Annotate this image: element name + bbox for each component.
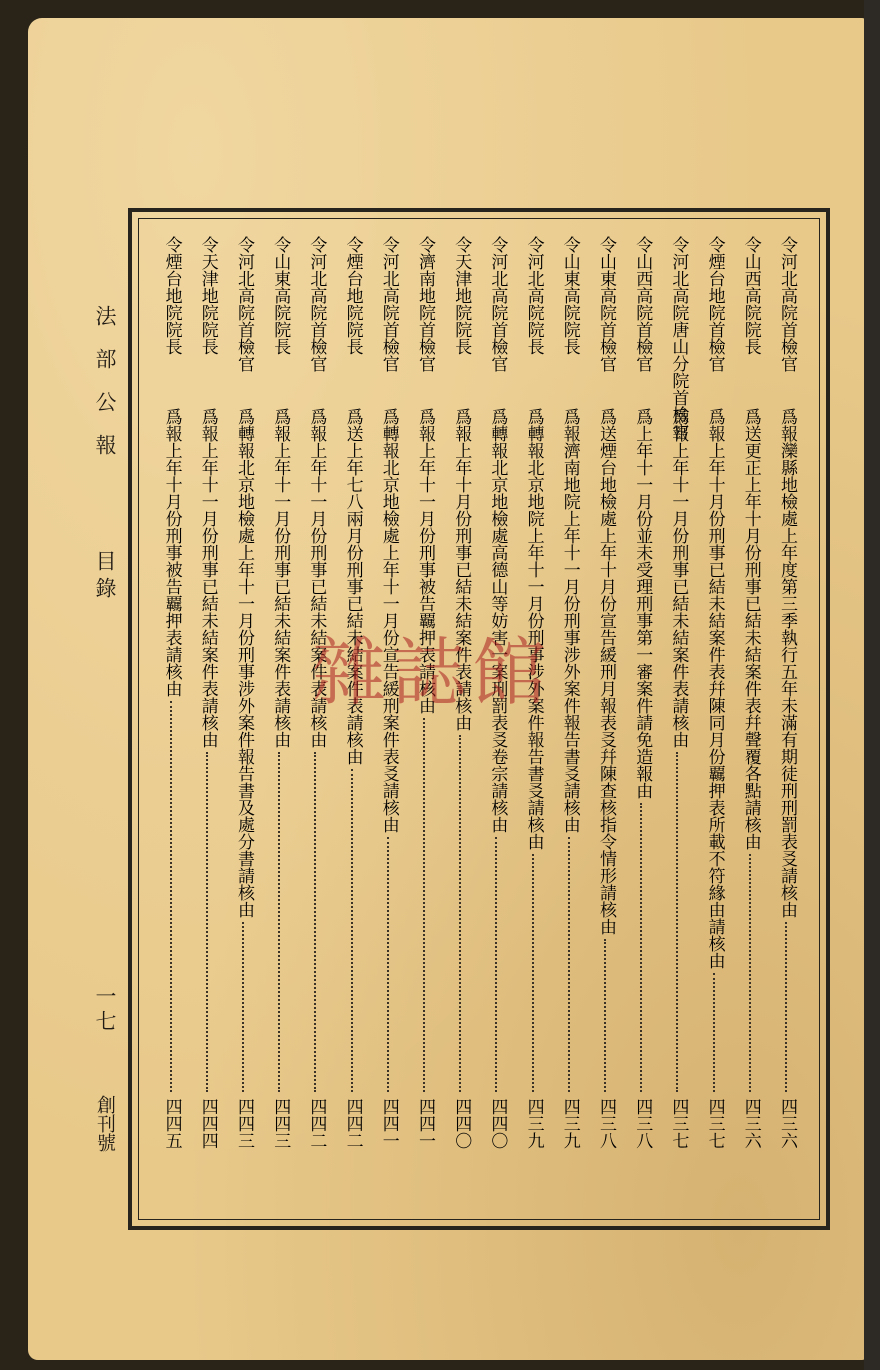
entry-page-number: 四三九 — [523, 1098, 544, 1149]
entry-addressee: 令山西高院院長 — [740, 236, 761, 355]
entry-subject: 爲上年十一月份並未受理刑事第一審案件請免造報由 — [632, 408, 653, 799]
entry-page-number: 四三八 — [632, 1098, 653, 1149]
entry-addressee: 令山東高院院長 — [559, 236, 580, 355]
leader-dots — [532, 854, 534, 1092]
leader-dots — [423, 718, 425, 1092]
entry-subject: 爲報上年十月份刑事已結未結案件表幷陳同月份覊押表所載不符緣由請核由 — [704, 408, 725, 969]
entry-addressee: 令煙台地院院長 — [161, 236, 182, 355]
toc-entry — [669, 236, 689, 1176]
entry-addressee: 令河北高院首檢官 — [777, 236, 797, 372]
entry-page-number: 四三六 — [777, 1098, 797, 1149]
toc-entry — [706, 236, 726, 1176]
entry-page-number: 四四一 — [415, 1098, 435, 1149]
toc-entry — [235, 236, 255, 1176]
entry-page-number: 四三六 — [740, 1098, 761, 1149]
entry-subject: 爲送上年七八兩月份刑事已結未結案件表請核由 — [342, 408, 363, 765]
entry-subject: 爲報上年十一月份刑事已結未結案件表請核由 — [668, 408, 689, 748]
leader-dots — [278, 752, 280, 1092]
toc-entry — [163, 236, 183, 1176]
entry-addressee: 令河北高院首檢官 — [306, 236, 327, 372]
entry-subject: 爲報上年十一月份刑事已結未結案件表請核由 — [270, 408, 291, 748]
entry-subject: 爲報上年十月份刑事被告覊押表請核由 — [161, 408, 182, 697]
entry-addressee: 令山東高院首檢官 — [596, 236, 616, 372]
entry-page-number: 四三七 — [704, 1098, 725, 1149]
entry-page-number: 四四四 — [197, 1098, 218, 1149]
leader-dots — [713, 973, 715, 1092]
entry-addressee: 令天津地院院長 — [197, 236, 218, 355]
leader-dots — [568, 837, 570, 1092]
leader-dots — [785, 922, 787, 1092]
watermark-text: 雜誌館 — [312, 630, 552, 716]
entry-subject: 爲轉報北京地檢處高德山等妨害一案刑罰表㕛卷宗請核由 — [487, 408, 508, 833]
entry-addressee: 令煙台地院院長 — [342, 236, 363, 355]
book-spine-edge — [864, 0, 880, 1370]
watermark-seal — [282, 612, 582, 722]
leader-dots — [242, 922, 244, 1092]
leader-dots — [351, 769, 353, 1092]
entry-subject: 爲報上年十一月份刑事已結未結案件表請核由 — [197, 408, 218, 748]
entry-addressee: 令河北高院首檢官 — [378, 236, 399, 372]
entry-page-number: 四三九 — [559, 1098, 580, 1149]
toc-entry — [633, 236, 653, 1176]
toc-entry — [597, 236, 617, 1176]
entry-subject: 爲報灤縣地檢處上年度第三季執行五年未滿有期徒刑刑罰表㕛請核由 — [777, 408, 797, 918]
entry-addressee: 令天津地院院長 — [451, 236, 472, 355]
entry-page-number: 四四〇 — [487, 1098, 508, 1149]
toc-entry — [778, 236, 798, 1176]
entry-subject: 爲報濟南地院上年十一月份刑事涉外案件報告書㕛請核由 — [559, 408, 580, 833]
leader-dots — [604, 939, 606, 1092]
entry-subject: 爲轉報北京地檢處上年十一月份宣告緩刑案件表㕛請核由 — [378, 408, 399, 833]
leader-dots — [459, 735, 461, 1092]
entry-addressee: 令河北高院首檢官 — [234, 236, 254, 372]
issue-label: 創刊號 — [94, 1095, 116, 1152]
leader-dots — [749, 854, 751, 1092]
entry-addressee: 令濟南地院首檢官 — [415, 236, 435, 372]
page-number: 一七 — [93, 985, 117, 1035]
entry-addressee: 令河北高院首檢官 — [487, 236, 508, 372]
toc-entry — [199, 236, 219, 1176]
publication-title: 法部公報 — [93, 305, 117, 477]
entry-page-number: 四四一 — [378, 1098, 399, 1149]
leader-dots — [387, 837, 389, 1092]
leader-dots — [314, 752, 316, 1092]
leader-dots — [206, 752, 208, 1092]
entry-addressee: 令河北高院唐山分院首檢官 — [668, 236, 689, 440]
entry-subject: 爲報上年十一月份刑事已結未結案件表請核由 — [306, 408, 327, 748]
toc-entry — [742, 236, 762, 1176]
leader-dots — [676, 752, 678, 1092]
leader-dots — [170, 701, 172, 1092]
entry-page-number: 四四三 — [270, 1098, 291, 1149]
entry-page-number: 四三八 — [596, 1098, 616, 1149]
entry-addressee: 令山東高院院長 — [270, 236, 291, 355]
entry-addressee: 令河北高院院長 — [523, 236, 544, 355]
leader-dots — [640, 803, 642, 1092]
entry-subject: 爲轉報北京地院上年十一月份刑事涉外案件報告書㕛請核由 — [523, 408, 544, 850]
entry-addressee: 令山西高院首檢官 — [632, 236, 653, 372]
entry-subject: 爲送更正上年十月份刑事已結未結案件表幷聲覆各點請核由 — [740, 408, 761, 850]
leader-dots — [495, 837, 497, 1092]
entry-page-number: 四三七 — [668, 1098, 689, 1149]
entry-addressee: 令煙台地院首檢官 — [704, 236, 725, 372]
entry-page-number: 四四二 — [342, 1098, 363, 1149]
entry-subject: 爲送煙台地檢處上年十月份宣告緩刑月報表㕛幷陳查核指令情形請核由 — [596, 408, 616, 935]
section-title: 目錄 — [93, 550, 117, 604]
entry-page-number: 四四〇 — [451, 1098, 472, 1149]
entry-subject: 爲轉報北京地檢處上年十一月份刑事涉外案件報告書及處分書請核由 — [234, 408, 254, 918]
entry-page-number: 四四五 — [161, 1098, 182, 1149]
entry-subject: 爲報上年十一月份刑事被告覊押表請核由 — [415, 408, 435, 714]
entry-page-number: 四四三 — [234, 1098, 254, 1149]
entry-subject: 爲報上年十月份刑事已結未結案件表請核由 — [451, 408, 472, 731]
entry-page-number: 四四二 — [306, 1098, 327, 1149]
